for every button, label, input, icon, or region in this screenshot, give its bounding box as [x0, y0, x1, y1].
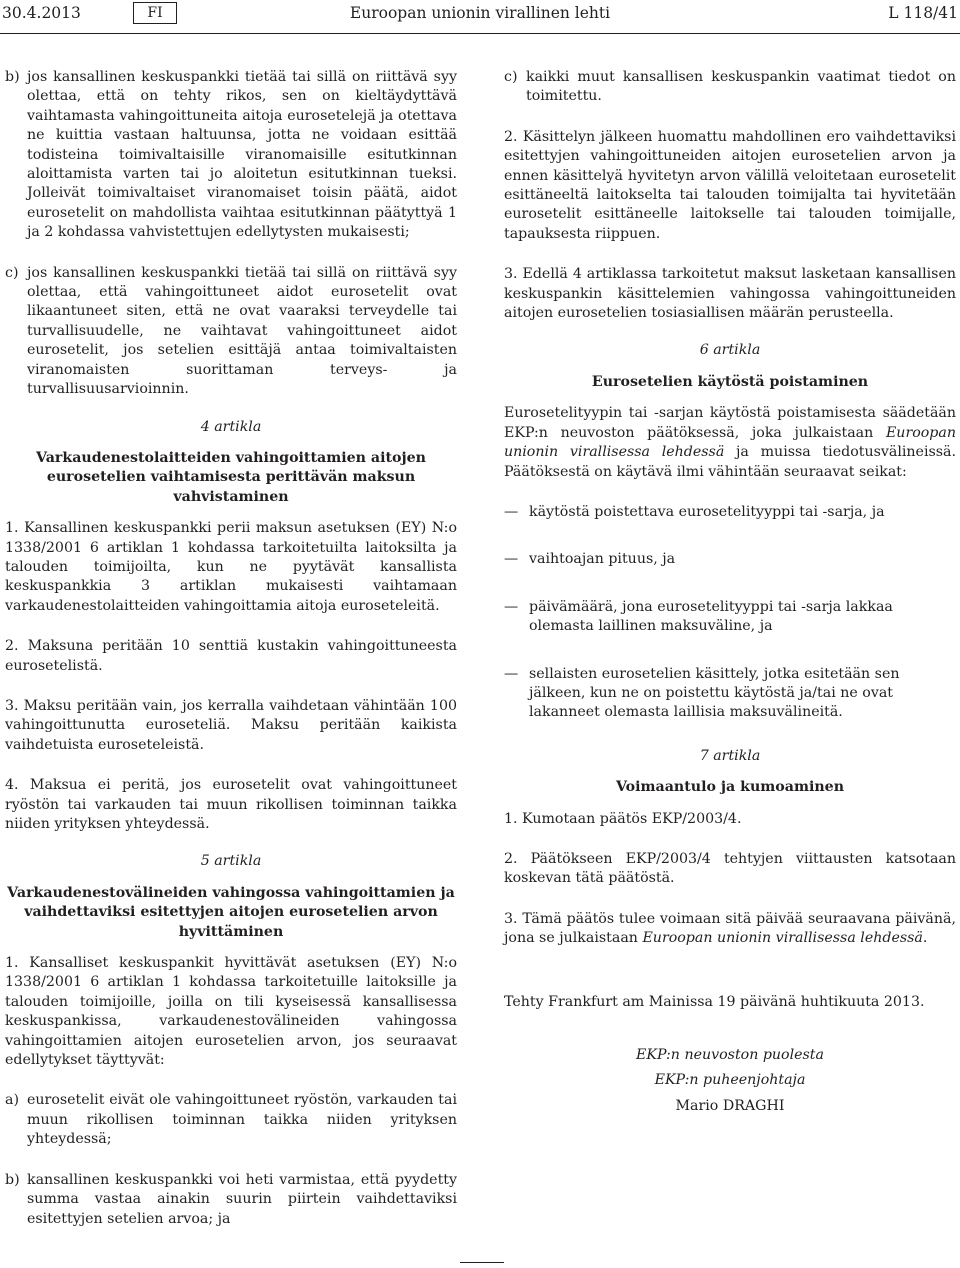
- article-4-number: 4 artikla: [200, 418, 262, 435]
- item-text: kansallinen keskuspankki voi heti varmistaa, että pyydetty summa vastaa ainakin suurin piirtein vaihdettaviksi esitettyjen setelien arvoa; ja: [27, 1171, 457, 1227]
- signatory-name: Mario DRAGHI: [675, 1097, 785, 1114]
- paragraph: [504, 910, 956, 949]
- footer-rule: [460, 1262, 504, 1263]
- done-at-line: Tehty Frankfurt am Mainissa 19 päivänä huhtikuuta 2013.: [504, 993, 925, 1010]
- right-column: [504, 68, 956, 1122]
- header-rule: [0, 33, 960, 34]
- item-text: kaikki muut kansallisen keskuspankin vaatimat tiedot on toimitettu.: [526, 69, 956, 105]
- text-run: 3. Tämä päätös tulee voimaan sitä päivää seuraavana päivänä, jona se julkaistaan: [504, 910, 956, 947]
- list-item-c: [5, 264, 457, 400]
- paragraph: 1. Kansalliset keskuspankit hyvittävät asetuksen (EY) N:o 1338/2001 6 artiklan 1 kohdassa tarkoitetuille laitoksille ja talouden toimijoille, joilla on tili kyseisessä kansallisessa keskuspankissa, varkaudenestovälineiden vahingossa vahingoittamien aitojen eurosetelien arvon, jos seuraavat edellytykset täyttyvät:: [5, 955, 457, 1069]
- journal-name-italic: Euroopan unionin virallisessa lehdessä: [642, 930, 923, 947]
- article-6-heading: Eurosetelien käytöstä poistaminen: [591, 373, 869, 390]
- text-run: Eurosetelityypin tai -sarjan käytöstä poistamisesta säädetään EKP:n neuvoston päätöksessä, joka julkaistaan: [504, 405, 956, 441]
- paragraph: 3. Maksu peritään vain, jos kerralla vaihdetaan vähintään 100 vahingoittunutta euroseteliä. Maksu peritään kaikista vaihdetuista euroseteleistä.: [5, 697, 457, 753]
- dash-label: —: [504, 598, 519, 615]
- paragraph: 4. Maksua ei peritä, jos eurosetelit ovat vahingoittuneet ryöstön tai varkauden tai muun rikollisen toiminnan taikka niiden yrityksen yhteydessä.: [5, 777, 457, 832]
- dash-text: sellaisten eurosetelien käsittely, jotka esitetään sen jälkeen, kun ne on poistettu käytöstä ja/tai ne ovat lakanneet olemasta laillisia maksuvälineitä.: [529, 665, 900, 721]
- list-item-b: [5, 1171, 457, 1229]
- list-item-a: [5, 1091, 457, 1149]
- item-label: b): [5, 69, 20, 85]
- page-header: [0, 4, 960, 26]
- article-7-number: 7 artikla: [699, 747, 761, 764]
- paragraph: 1. Kumotaan päätös EKP/2003/4.: [504, 810, 742, 827]
- item-text: jos kansallinen keskuspankki tietää tai sillä on riittävä syy olettaa, että vahingoittuneet aidot eurosetelit ovat likaantuneet siten, että ne ovat vaaraksi terveydelle tai turvallisuudelle, ne vaihtavat vahingoittuneet aidot eurosetelit, jos setelien esittäjä antaa toimivaltaisten viranomaisten suorittaman terveys- ja turvallisuusarvioinnin.: [27, 264, 457, 398]
- list-item-c: [504, 68, 956, 107]
- paragraph: 2. Päätökseen EKP/2003/4 tehtyjen viittausten katsotaan koskevan tätä päätöstä.: [504, 850, 956, 887]
- signatory-title: EKP:n puheenjohtaja: [654, 1072, 806, 1089]
- item-label: b): [5, 1171, 20, 1188]
- article-5-number: 5 artikla: [200, 853, 262, 870]
- dash-label: —: [504, 503, 519, 520]
- paragraph: 1. Kansallinen keskuspankki perii maksun asetuksen (EY) N:o 1338/2001 6 artiklan 1 kohdassa tarkoitetuilta laitoksilta ja talouden toimijoilta, kun ne pyytävät kansallista keskuspankkia 3 artiklan mukaisesti vaihtamaan varkaudenestolaitteiden vahingoittamia aitoja euroseteleitä.: [5, 520, 457, 614]
- dash-label: —: [504, 665, 519, 682]
- article-4-heading: Varkaudenestolaitteiden vahingoittamien aitojen eurosetelien vaihtamisesta perittävän maksun vahvistaminen: [36, 449, 426, 505]
- dash-text: käytöstä poistettava eurosetelityyppi tai -sarja, ja: [529, 503, 885, 520]
- journal-name-italic: Euroopan unionin virallisessa lehdessä: [504, 424, 956, 461]
- dash-label: —: [504, 551, 519, 568]
- dash-item: [504, 503, 956, 522]
- dash-text: päivämäärä, jona eurosetelityyppi tai -sarja lakkaa olemasta laillinen maksuväline, ja: [529, 598, 893, 635]
- dash-item: [504, 550, 956, 569]
- paragraph: 2. Käsittelyn jälkeen huomattu mahdollinen ero vaihdettaviksi esitettyjen vahingoittuneiden aitojen eurosetelien arvon ja ennen käsittelyä hyvitetyn arvon välillä veloitetaan eurosetelit esittäneeltä laitokselta tai talouden toimijalta tai hyvitetään eurosetelit esittäneelle laitokselle tai talouden toimijalle, tapauksesta riippuen.: [504, 128, 956, 242]
- paragraph: 3. Edellä 4 artiklassa tarkoitetut maksut lasketaan kansallisen keskuspankin käsittelemien vahingossa vahingoittuneiden aitojen eurosetelien tosiasiallisen määrän perusteella.: [504, 266, 956, 322]
- dash-text: vaihtoajan pituus, ja: [529, 551, 676, 568]
- journal-title: Euroopan unionin virallinen lehti: [349, 4, 611, 22]
- publication-date: 30.4.2013: [2, 4, 81, 22]
- dash-item: [504, 598, 956, 637]
- item-label: c): [504, 69, 518, 85]
- article-7-heading: Voimaantulo ja kumoaminen: [615, 779, 845, 796]
- item-text: eurosetelit eivät ole vahingoittuneet ryöstön, varkauden tai muun rikollisen toiminnan taikka niiden yrityksen yhteydessä;: [27, 1092, 457, 1148]
- language-badge: FI: [133, 2, 177, 24]
- paragraph: 2. Maksuna peritään 10 senttiä kustakin vahingoittuneesta eurosetelistä.: [5, 638, 457, 674]
- left-column: [5, 68, 457, 1250]
- dash-item: [504, 665, 956, 723]
- text-run: .: [922, 930, 928, 947]
- page-reference: L 118/41: [888, 4, 958, 22]
- item-label: a): [5, 1092, 19, 1109]
- item-text: jos kansallinen keskuspankki tietää tai sillä on riittävä syy olettaa, että on tehty rikos, sen on kieltäydyttävä vaihtamasta vahingoittuneita aitoja eurosetelejä ja otettava ne kuittia vastaan haltuunsa, jotta ne voidaan esittää todisteina toimivaltaisille viranomaisille esitutkinnan aloittamista varten tai jo aloitetun esitutkinnan tueksi. Jolleivät toimivaltaiset viranomaiset toisin päätä, aidot eurosetelit on mahdollista vaihtaa esitutkinnan päätyttyä 1 ja 2 kohdassa vahvistettujen edellytysten mukaisesti;: [27, 69, 457, 241]
- article-5-heading: Varkaudenestovälineiden vahingossa vahingoittamien ja vaihdettaviksi esitettyjen aitojen eurosetelien arvon hyvittäminen: [7, 884, 455, 940]
- list-item-b: [5, 68, 457, 243]
- text-run: ja muissa tiedotusvälineissä. Päätöksestä on käytävä ilmi vähintään seuraavat seikat:: [504, 444, 957, 480]
- item-label: c): [5, 264, 19, 281]
- signatory-body: EKP:n neuvoston puolesta: [636, 1047, 824, 1063]
- paragraph: [504, 404, 956, 482]
- article-6-number: 6 artikla: [699, 342, 761, 359]
